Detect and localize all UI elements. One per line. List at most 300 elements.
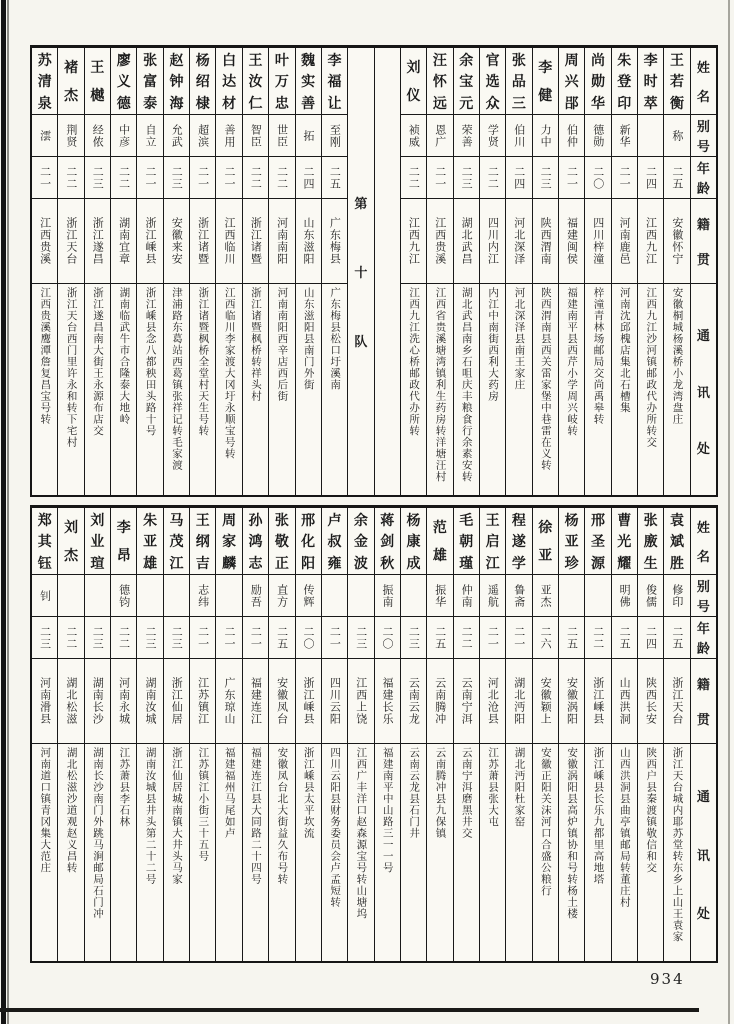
origin-cell (664, 198, 689, 283)
age-cell-text: 二四 (512, 165, 526, 190)
alias-cell-text: 智臣 (249, 123, 263, 148)
address-cell-text: 浙江嵊县长乐九都里高地塔 (592, 747, 605, 885)
address-cell (664, 743, 689, 961)
age-cell (348, 616, 373, 658)
origin-cell-text: 安徽怀宁 (670, 217, 684, 265)
alias-cell (111, 574, 136, 616)
origin-cell-text: 安徽涡阳 (565, 677, 579, 725)
origin-cell (480, 658, 505, 743)
person-column (480, 508, 506, 961)
age-cell-text: 二三 (170, 625, 184, 650)
age-cell-text: 二三 (170, 165, 184, 190)
origin-cell (533, 198, 558, 283)
name-cell (401, 508, 426, 574)
name-cell-text: 孙 鸿 志 (248, 512, 263, 572)
address-cell-text: 云南宁洱磨黑井交 (460, 747, 473, 839)
age-cell (454, 156, 479, 198)
address-cell (111, 283, 136, 495)
address-cell-text: 江苏萧县李石林 (118, 747, 131, 828)
squad-divider-column (348, 48, 374, 495)
name-cell (269, 508, 294, 574)
alias-cell (533, 114, 558, 156)
address-cell (216, 283, 241, 495)
name-cell-text: 卢 叔 雍 (327, 512, 342, 572)
alias-cell-text: 超滨 (196, 123, 210, 148)
alias-cell (375, 574, 400, 616)
origin-cell (164, 198, 189, 283)
spacer-column (375, 48, 401, 495)
age-cell-text: 二一 (486, 625, 500, 650)
address-cell (506, 283, 531, 495)
origin-cell (454, 658, 479, 743)
name-cell-text: 赵 钟 海 (169, 52, 184, 112)
column-header-name (691, 508, 716, 574)
age-cell-text: 二四 (644, 165, 658, 190)
alias-cell-text: 世臣 (275, 123, 289, 148)
age-cell (664, 616, 689, 658)
address-cell (111, 743, 136, 961)
origin-cell-text: 河北深泽 (512, 217, 526, 265)
address-cell (216, 743, 241, 961)
alias-cell (454, 574, 479, 616)
name-cell (533, 508, 558, 574)
name-cell (216, 508, 241, 574)
address-cell (243, 283, 268, 495)
name-cell (322, 508, 347, 574)
name-cell (585, 508, 610, 574)
column-header-address-text: 通 讯 处 (696, 790, 710, 922)
origin-cell-text: 浙江仙居 (170, 677, 184, 725)
origin-cell-text: 浙江诸暨 (196, 217, 210, 265)
scan-edge-right (728, 0, 730, 1024)
address-cell-text: 梓潼青林场邮局交尚禹皋转 (592, 287, 605, 425)
alias-cell-text: 允武 (170, 123, 184, 148)
column-header-age-text: 年 龄 (696, 622, 710, 657)
address-cell (427, 283, 452, 495)
alias-cell (58, 574, 83, 616)
age-cell-text: 二一 (196, 165, 210, 190)
origin-cell-text: 四川内江 (486, 217, 500, 265)
age-cell (533, 156, 558, 198)
name-cell (296, 48, 321, 114)
origin-cell (533, 658, 558, 743)
person-column (401, 48, 427, 495)
address-cell-text: 内江中南街西利大药房 (487, 287, 500, 402)
alias-cell (32, 574, 57, 616)
age-cell (296, 616, 321, 658)
age-cell (480, 616, 505, 658)
address-cell (58, 743, 83, 961)
person-column (296, 508, 322, 961)
alias-cell (269, 114, 294, 156)
age-cell (480, 156, 505, 198)
person-column (216, 508, 242, 961)
age-cell (190, 616, 215, 658)
address-cell (243, 743, 268, 961)
address-cell-text: 广东梅县松口圩溪南 (329, 287, 342, 391)
origin-cell-text: 山西洪洞 (618, 677, 632, 725)
address-cell (559, 743, 584, 961)
age-cell (111, 156, 136, 198)
name-cell-text: 范 雄 (432, 519, 447, 565)
alias-cell (111, 114, 136, 156)
alias-cell (559, 114, 584, 156)
address-cell-text: 安徽正阳关沫河口合盛公粮行 (539, 747, 552, 897)
age-cell-text: 二一 (38, 165, 52, 190)
name-cell (480, 48, 505, 114)
name-cell (296, 508, 321, 574)
age-cell (533, 616, 558, 658)
age-cell (85, 616, 110, 658)
address-cell-text: 云南腾冲县九保镇 (434, 747, 447, 839)
origin-cell (111, 658, 136, 743)
address-cell (85, 283, 110, 495)
alias-cell (243, 574, 268, 616)
origin-cell-text: 四川云阳 (328, 677, 342, 725)
age-cell (58, 156, 83, 198)
age-cell (296, 156, 321, 198)
alias-cell (664, 574, 689, 616)
age-cell (164, 616, 189, 658)
alias-cell (612, 574, 637, 616)
name-cell (32, 48, 57, 114)
origin-cell (638, 658, 663, 743)
name-cell (559, 48, 584, 114)
age-cell-text: 二二 (275, 165, 289, 190)
age-cell (243, 616, 268, 658)
address-cell (322, 743, 347, 961)
alias-cell-text: 拓 (302, 129, 315, 142)
address-cell-text: 江苏镇江小街三十五号 (197, 747, 210, 862)
age-cell-text: 二二 (64, 165, 78, 190)
name-cell-text: 李 时 萃 (643, 52, 658, 112)
age-cell (427, 156, 452, 198)
name-cell-text: 徐 亚 (538, 519, 553, 565)
address-cell (269, 743, 294, 961)
origin-cell-text: 山东滋阳 (302, 217, 315, 265)
alias-cell (480, 114, 505, 156)
alias-cell-text: 荣善 (460, 123, 474, 148)
origin-cell (164, 658, 189, 743)
age-cell-text: 二三 (91, 625, 105, 650)
origin-cell (638, 198, 663, 283)
age-cell-text: 二二 (117, 165, 131, 190)
column-header-age (691, 156, 716, 198)
age-cell-text: 二一 (196, 625, 210, 650)
address-cell-text: 云南云龙县石门井 (408, 747, 421, 839)
origin-cell (190, 198, 215, 283)
origin-cell-text: 浙江天台 (64, 217, 78, 265)
alias-cell-text: 钊 (38, 589, 52, 602)
address-cell (638, 743, 663, 961)
alias-cell-text: 遥航 (486, 583, 500, 608)
age-cell (190, 156, 215, 198)
name-cell-text: 王 启 江 (485, 512, 500, 572)
alias-cell-text: 德勋 (591, 123, 605, 148)
name-cell-text: 袁 斌 胜 (669, 512, 684, 572)
address-cell-text: 湖南汝城县井头第二十二号 (144, 747, 157, 885)
alias-cell (32, 114, 57, 156)
person-column (322, 508, 348, 961)
person-column (612, 508, 638, 961)
address-cell (32, 283, 57, 495)
age-cell (559, 156, 584, 198)
address-cell (612, 283, 637, 495)
alias-cell (638, 574, 663, 616)
name-cell-text: 周 兴 郘 (564, 52, 579, 112)
origin-cell (137, 658, 162, 743)
spacer-cell (375, 48, 400, 495)
name-cell (401, 48, 426, 114)
name-cell (533, 48, 558, 114)
name-cell (612, 48, 637, 114)
alias-cell (216, 574, 241, 616)
age-cell (322, 156, 347, 198)
alias-cell (137, 574, 162, 616)
age-cell-text: 二三 (91, 165, 105, 190)
age-cell-text: 二五 (275, 625, 289, 650)
column-header-alias (691, 574, 716, 616)
age-cell (454, 616, 479, 658)
origin-cell-text: 安徽凤台 (275, 677, 289, 725)
alias-cell (190, 114, 215, 156)
address-cell-text: 津浦路东葛站西葛镇张祥记转毛家渡 (171, 287, 184, 471)
address-cell-text: 浙江诸暨枫桥转祥头村 (250, 287, 263, 402)
name-cell-text: 褚 杰 (64, 59, 79, 105)
origin-cell-text: 湖南宜章 (117, 217, 131, 265)
column-header-alias-text: 别 号 (696, 580, 710, 615)
origin-cell (664, 658, 689, 743)
origin-cell-text: 福建长乐 (381, 677, 395, 725)
origin-cell-text: 湖南汝城 (143, 677, 157, 725)
person-column (638, 48, 664, 495)
header-column (691, 48, 716, 495)
address-cell-text: 湖南临武牛市合隆泰大地岭 (118, 287, 131, 425)
name-cell (58, 508, 83, 574)
address-cell (533, 743, 558, 961)
column-header-age (691, 616, 716, 658)
address-cell-text: 河南道口镇青冈集大范庄 (39, 747, 52, 874)
name-cell-text: 张 廒 生 (643, 512, 658, 572)
origin-cell-text: 江西上饶 (354, 677, 368, 725)
alias-cell (164, 114, 189, 156)
alias-cell (638, 114, 663, 156)
age-cell (612, 616, 637, 658)
age-cell (585, 156, 610, 198)
age-cell-text: 二三 (354, 625, 368, 650)
age-cell (506, 616, 531, 658)
squad-divider-label: 第 十 队 (354, 197, 368, 350)
address-cell-text: 福建南平中山路三一一号 (381, 747, 394, 874)
column-header-age-text: 年 龄 (696, 162, 710, 197)
origin-cell (480, 198, 505, 283)
alias-cell-text: 称 (670, 129, 684, 142)
address-cell (638, 283, 663, 495)
age-cell-text: 二五 (328, 165, 342, 190)
address-cell-text: 福建南平县西芹小学周兴岐转 (566, 287, 579, 437)
alias-cell-text: 直方 (275, 583, 289, 608)
page-number: 934 (650, 970, 685, 988)
column-header-name-text: 姓 名 (696, 521, 710, 565)
address-cell (533, 283, 558, 495)
origin-cell (243, 658, 268, 743)
origin-cell (612, 658, 637, 743)
origin-cell-text: 河北沧县 (486, 677, 500, 725)
age-cell (58, 616, 83, 658)
address-cell-text: 江西省贵溪塘湾镇利生药房转洋塘汪村 (434, 287, 447, 483)
person-column (269, 508, 295, 961)
person-column (164, 48, 190, 495)
alias-cell-text: 至刚 (328, 123, 342, 148)
origin-cell (348, 658, 373, 743)
origin-cell-text: 浙江嵊县 (143, 217, 157, 265)
person-column (296, 48, 322, 495)
origin-cell (612, 198, 637, 283)
age-cell-text: 二二 (117, 625, 131, 650)
alias-cell-text: 振南 (381, 583, 395, 608)
name-cell (190, 48, 215, 114)
person-column (164, 508, 190, 961)
age-cell-text: 二二 (460, 625, 474, 650)
address-cell (137, 743, 162, 961)
column-header-name (691, 48, 716, 114)
alias-cell (85, 574, 110, 616)
origin-cell-text: 湖北沔阳 (512, 677, 526, 725)
age-cell (216, 616, 241, 658)
name-cell-text: 曹 光 耀 (617, 512, 632, 572)
name-cell-text: 马 茂 江 (169, 512, 184, 572)
name-cell-text: 朱 登 印 (617, 52, 632, 112)
name-cell (137, 508, 162, 574)
name-cell-text: 白 达 材 (222, 52, 237, 112)
age-cell-text: 二三 (143, 625, 157, 650)
address-cell-text: 江西九江沙河镇邮政代办所转交 (645, 287, 658, 448)
name-cell (164, 48, 189, 114)
name-cell (85, 48, 110, 114)
person-column (58, 508, 84, 961)
age-cell-text: 二五 (670, 625, 684, 650)
name-cell-text: 毛 朝 瑾 (459, 512, 474, 572)
name-cell (427, 48, 452, 114)
alias-cell-text: 新华 (618, 123, 632, 148)
name-cell (480, 508, 505, 574)
origin-cell (401, 198, 426, 283)
name-cell (612, 508, 637, 574)
name-cell-text: 张 品 三 (511, 52, 526, 112)
age-cell-text: 二六 (539, 625, 553, 650)
address-cell (480, 283, 505, 495)
address-cell (164, 283, 189, 495)
age-cell (585, 616, 610, 658)
name-cell-text: 程 遂 学 (511, 512, 526, 572)
alias-cell-text: 明佛 (618, 583, 632, 608)
alias-cell (585, 574, 610, 616)
address-cell-text: 浙江仙居城南镇大井头马家 (171, 747, 184, 885)
person-column (190, 508, 216, 961)
origin-cell-text: 云南云龙 (407, 677, 421, 725)
alias-cell (401, 114, 426, 156)
name-cell-text: 王 若 衡 (669, 52, 684, 112)
origin-cell-text: 浙江嵊县 (302, 677, 315, 725)
address-cell (269, 283, 294, 495)
origin-cell-text: 江西九江 (644, 217, 658, 265)
address-cell (164, 743, 189, 961)
alias-cell-text: 自立 (143, 123, 157, 148)
origin-cell-text: 福建连江 (249, 677, 263, 725)
address-cell (401, 743, 426, 961)
address-cell-text: 江西临川李家渡大冈圩永顺宝号转 (223, 287, 236, 460)
origin-cell-text: 陕西长安 (644, 677, 658, 725)
origin-cell (427, 658, 452, 743)
origin-cell-text: 安徽来安 (170, 217, 184, 265)
age-cell-text: 二一 (565, 165, 579, 190)
alias-cell-text: 仲南 (460, 583, 474, 608)
origin-cell-text: 江西临川 (222, 217, 236, 265)
address-cell (190, 743, 215, 961)
origin-cell-text: 云南宁洱 (460, 677, 474, 725)
address-cell (296, 743, 321, 961)
age-cell-text: 二一 (222, 625, 236, 650)
origin-cell (506, 658, 531, 743)
column-header-alias-text: 别 号 (696, 120, 710, 155)
address-cell-text: 江西九江洗心桥邮政代办所转 (408, 287, 421, 437)
age-cell-text: 二五 (565, 625, 579, 650)
alias-cell-text: 经侬 (91, 123, 105, 148)
origin-cell-text: 浙江诸暨 (249, 217, 263, 265)
address-cell (58, 283, 83, 495)
address-cell (559, 283, 584, 495)
origin-cell (559, 198, 584, 283)
origin-cell (137, 198, 162, 283)
person-column (638, 508, 664, 961)
age-cell (427, 616, 452, 658)
address-cell-text: 浙江嵊县念八都秧田头路十号 (144, 287, 157, 437)
origin-cell (58, 198, 83, 283)
alias-cell-text: 善用 (222, 123, 236, 148)
origin-cell (190, 658, 215, 743)
person-column (506, 48, 532, 495)
person-column (216, 48, 242, 495)
age-cell (612, 156, 637, 198)
alias-cell-text: 亚杰 (539, 583, 553, 608)
address-cell (401, 283, 426, 495)
person-column (32, 508, 58, 961)
address-cell (85, 743, 110, 961)
address-cell (296, 283, 321, 495)
age-cell-text: 二一 (618, 165, 632, 190)
person-column (585, 48, 611, 495)
alias-cell-text: 学贤 (486, 123, 500, 148)
age-cell (638, 156, 663, 198)
column-header-address (691, 743, 716, 961)
name-cell-text: 苏 清 泉 (37, 52, 52, 112)
address-cell-text: 陕西渭南县西关雷家堡中巷雷在义转 (539, 287, 552, 471)
address-cell-text: 江西广丰洋口赵森源宝号转山塘坞 (355, 747, 368, 920)
origin-cell-text: 安徽颖上 (539, 677, 553, 725)
person-column (243, 508, 269, 961)
column-header-origin (691, 198, 716, 283)
person-column (85, 48, 111, 495)
name-cell (427, 508, 452, 574)
origin-cell (216, 198, 241, 283)
origin-cell (585, 198, 610, 283)
address-cell (480, 743, 505, 961)
address-cell-text: 河南南阳西辛店西后街 (276, 287, 289, 402)
age-cell (111, 616, 136, 658)
age-cell-text: 二二 (407, 165, 421, 190)
person-column (664, 508, 690, 961)
address-cell-text: 安徽桐城杨溪桥小龙湾盘庄 (671, 287, 684, 425)
